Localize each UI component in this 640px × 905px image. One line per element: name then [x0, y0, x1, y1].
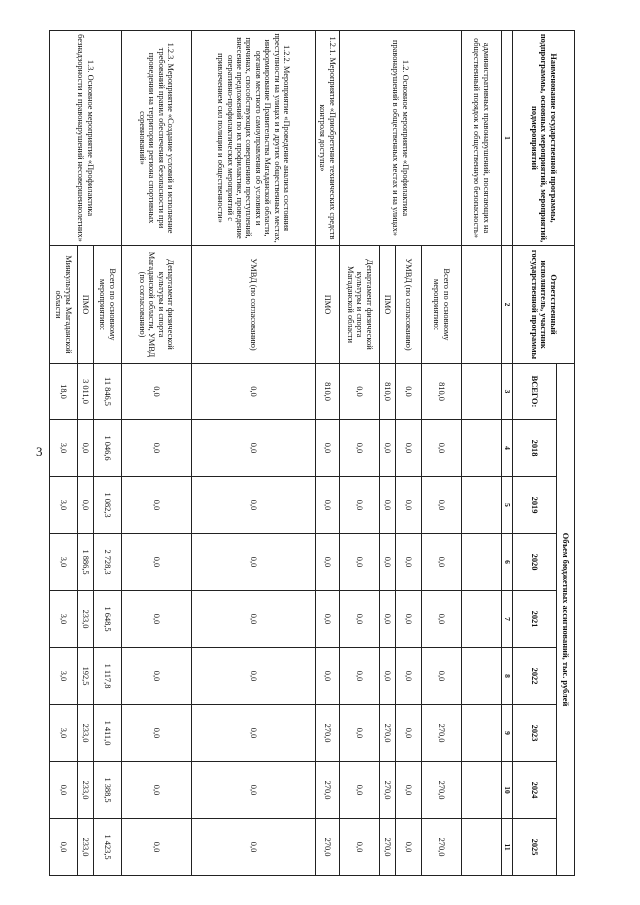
header-year: 2019: [513, 477, 557, 534]
header-year: 2021: [513, 591, 557, 648]
row-responsible: Департамент физической культуры и спорта Магаданской области: [340, 246, 380, 364]
value-cell: 270,0: [422, 705, 462, 762]
value-cell: 1 082,3: [94, 477, 122, 534]
row-name: административных правонарушений, посягающих на общественный порядок и общественную безопасность»: [462, 31, 502, 246]
value-cell: 0,0: [78, 420, 94, 477]
value-cell: [462, 648, 502, 705]
rotated-table-container: [54, 30, 575, 875]
value-cell: 0,0: [396, 364, 422, 420]
value-cell: 0,0: [422, 591, 462, 648]
header-total: ВСЕГО:: [513, 364, 557, 420]
value-cell: 0,0: [340, 420, 380, 477]
value-cell: 0,0: [192, 819, 316, 876]
value-cell: 0,0: [122, 648, 192, 705]
row-name: 1.2.1. Мероприятие «Приобретение технических средств контроля доступа»: [316, 31, 340, 246]
value-cell: 3,0: [50, 534, 78, 591]
column-index: 2: [502, 246, 513, 364]
value-cell: 0,0: [122, 705, 192, 762]
value-cell: [462, 420, 502, 477]
value-cell: [462, 364, 502, 420]
value-cell: 0,0: [396, 648, 422, 705]
page-number: 3: [36, 444, 43, 459]
value-cell: 0,0: [192, 477, 316, 534]
column-index: 10: [502, 762, 513, 819]
value-cell: 0,0: [192, 648, 316, 705]
row-responsible: ПМО: [380, 246, 396, 364]
value-cell: 0,0: [78, 477, 94, 534]
value-cell: 3,0: [50, 591, 78, 648]
value-cell: 0,0: [122, 534, 192, 591]
row-responsible: УМВД (по согласованию): [396, 246, 422, 364]
header-name: Наименование государственной программы, подпрограммы, основных мероприятий, мероприятий, подмероприятий: [513, 31, 575, 246]
value-cell: 0,0: [122, 762, 192, 819]
column-index: 7: [502, 591, 513, 648]
row-responsible: ПМО: [316, 246, 340, 364]
value-cell: 810,0: [380, 364, 396, 420]
value-cell: 1 423,5: [94, 819, 122, 876]
row-name: 1.3. Основное мероприятие «Профилактика безнадзорности и правонарушений несовершеннолетних»: [50, 31, 122, 246]
value-cell: [462, 762, 502, 819]
row-responsible: Всего по основному мероприятию:: [94, 246, 122, 364]
value-cell: 0,0: [422, 477, 462, 534]
value-cell: [462, 705, 502, 762]
value-cell: 0,0: [422, 534, 462, 591]
column-index: 6: [502, 534, 513, 591]
value-cell: 0,0: [316, 477, 340, 534]
value-cell: 0,0: [380, 648, 396, 705]
value-cell: 270,0: [380, 705, 396, 762]
header-year: 2025: [513, 819, 557, 876]
table-row: [122, 31, 192, 876]
value-cell: 0,0: [340, 477, 380, 534]
value-cell: 0,0: [192, 534, 316, 591]
table-row: [422, 31, 462, 876]
value-cell: 0,0: [340, 648, 380, 705]
value-cell: 233,0: [78, 705, 94, 762]
value-cell: 0,0: [316, 420, 340, 477]
value-cell: 0,0: [396, 477, 422, 534]
value-cell: 18,0: [50, 364, 78, 420]
value-cell: 0,0: [192, 762, 316, 819]
value-cell: 1 046,6: [94, 420, 122, 477]
value-cell: 0,0: [396, 762, 422, 819]
value-cell: 1 648,5: [94, 591, 122, 648]
header-budget: Объем бюджетных ассигнований, тыс. рублей: [557, 364, 575, 876]
value-cell: 0,0: [122, 477, 192, 534]
table-row: [462, 31, 502, 876]
row-name: 1.2.2. Мероприятие «Проведение анализа состояния преступности на улицах и в других общественных местах, информирование Правительства Магаданской области, органов местного самоуправления об условиях и причинах, способствующих совершению преступлений, внесение предложений по их профилактике, проведение оперативно-профилактических мероприятий с привлечением сил полиции и общественности»: [192, 31, 316, 246]
row-responsible: Всего по основному мероприятию:: [422, 246, 462, 364]
value-cell: 3 011,0: [78, 364, 94, 420]
value-cell: 0,0: [122, 591, 192, 648]
column-index: 4: [502, 420, 513, 477]
value-cell: 0,0: [340, 364, 380, 420]
value-cell: 270,0: [316, 819, 340, 876]
column-index: 1: [502, 31, 513, 246]
value-cell: [462, 819, 502, 876]
value-cell: 1 886,5: [78, 534, 94, 591]
value-cell: 0,0: [380, 420, 396, 477]
value-cell: 0,0: [396, 420, 422, 477]
value-cell: 0,0: [192, 705, 316, 762]
value-cell: 3,0: [50, 648, 78, 705]
value-cell: 0,0: [316, 648, 340, 705]
value-cell: [462, 477, 502, 534]
value-cell: 0,0: [340, 705, 380, 762]
value-cell: 0,0: [396, 705, 422, 762]
value-cell: 0,0: [340, 819, 380, 876]
value-cell: 192,5: [78, 648, 94, 705]
row-responsible: [462, 246, 502, 364]
value-cell: 270,0: [422, 762, 462, 819]
row-responsible: Департамент физической культуры и спорта Магаданской области, УМВД (по согласованию): [122, 246, 192, 364]
value-cell: 0,0: [380, 477, 396, 534]
value-cell: 270,0: [380, 819, 396, 876]
value-cell: 1 388,5: [94, 762, 122, 819]
row-responsible: УМВД (по согласованию): [192, 246, 316, 364]
value-cell: 270,0: [316, 762, 340, 819]
column-index: 11: [502, 819, 513, 876]
value-cell: 3,0: [50, 477, 78, 534]
value-cell: 0,0: [122, 420, 192, 477]
value-cell: 0,0: [50, 819, 78, 876]
value-cell: 0,0: [50, 762, 78, 819]
value-cell: 0,0: [422, 648, 462, 705]
value-cell: 0,0: [340, 534, 380, 591]
value-cell: 11 846,5: [94, 364, 122, 420]
header-year: 2022: [513, 648, 557, 705]
value-cell: 0,0: [396, 591, 422, 648]
column-index: 9: [502, 705, 513, 762]
value-cell: 0,0: [122, 819, 192, 876]
header-responsible: Ответственный исполнитель, участник государственной программы: [513, 246, 575, 364]
value-cell: 0,0: [340, 762, 380, 819]
table-row: [316, 31, 340, 876]
value-cell: 3,0: [50, 420, 78, 477]
value-cell: 0,0: [396, 819, 422, 876]
value-cell: 233,0: [78, 591, 94, 648]
value-cell: [462, 534, 502, 591]
column-index: 3: [502, 364, 513, 420]
value-cell: 0,0: [316, 591, 340, 648]
value-cell: 810,0: [422, 364, 462, 420]
value-cell: 2 728,3: [94, 534, 122, 591]
value-cell: 233,0: [78, 819, 94, 876]
value-cell: 270,0: [422, 819, 462, 876]
value-cell: [462, 591, 502, 648]
value-cell: 1 411,0: [94, 705, 122, 762]
value-cell: 270,0: [380, 762, 396, 819]
value-cell: 0,0: [316, 534, 340, 591]
value-cell: 0,0: [192, 591, 316, 648]
row-responsible: Минкультуры Магаданской области: [50, 246, 78, 364]
column-index: 5: [502, 477, 513, 534]
value-cell: 233,0: [78, 762, 94, 819]
value-cell: 0,0: [192, 420, 316, 477]
value-cell: 0,0: [422, 420, 462, 477]
table-row: [94, 31, 122, 876]
row-name: 1.2.3. Мероприятие «Создание условий и исполнение требований правил обеспечения безопасности при проведении на территории региона спортивных соревнований»: [122, 31, 192, 246]
header-year: 2018: [513, 420, 557, 477]
value-cell: 1 117,8: [94, 648, 122, 705]
budget-table: [49, 30, 575, 876]
value-cell: 3,0: [50, 705, 78, 762]
value-cell: 0,0: [192, 364, 316, 420]
column-index: 8: [502, 648, 513, 705]
header-year: 2024: [513, 762, 557, 819]
value-cell: 270,0: [316, 705, 340, 762]
value-cell: 0,0: [122, 364, 192, 420]
header-year: 2023: [513, 705, 557, 762]
value-cell: 810,0: [316, 364, 340, 420]
value-cell: 0,0: [340, 591, 380, 648]
value-cell: 0,0: [380, 591, 396, 648]
row-responsible: ПМО: [78, 246, 94, 364]
header-year: 2020: [513, 534, 557, 591]
value-cell: 0,0: [396, 534, 422, 591]
table-row: [192, 31, 316, 876]
row-name: 1.2. Основное мероприятие «Профилактика правонарушений в общественных местах и на улицах»: [340, 31, 462, 246]
value-cell: 0,0: [380, 534, 396, 591]
